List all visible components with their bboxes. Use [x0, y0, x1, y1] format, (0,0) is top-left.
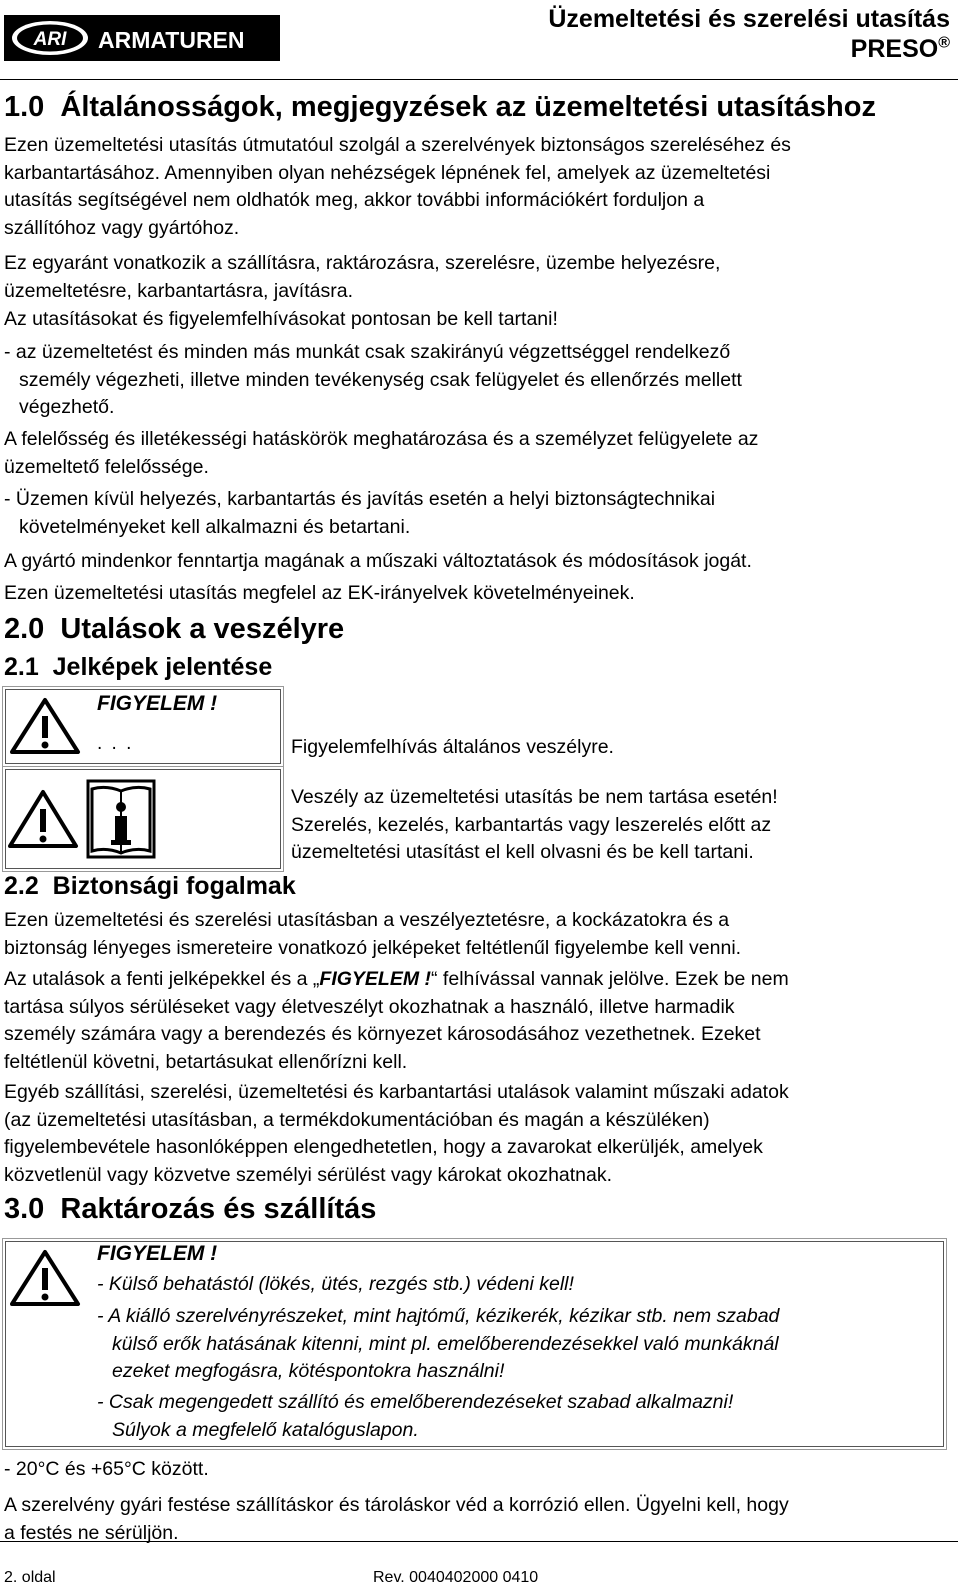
- ari-armaturen-logo: [4, 15, 280, 61]
- section-1-paragraph-4: A felelősség és illetékességi hatáskörök meghatározása és a személyzet felügyelete az üzemeltető felelőssége.: [4, 428, 759, 478]
- symbol-2-description: Veszély az üzemeltetési utasítás be nem tartása esetén! Szerelés, kezelés, karbantartás vagy leszerelés előtt az üzemeltetési utasítást el kell olvasni és be kell tartani.: [291, 786, 778, 863]
- section-2-2-paragraph-1: Ezen üzemeltetési és szerelési utasításban a veszélyeztetésre, a kockázatokra és a biztonság lényeges ismereteire vonatkozó jelképeket feltétlenűl figyelembe kell venni.: [4, 909, 742, 959]
- section-2-2-heading: 2.2 Biztonsági fogalmak: [4, 872, 296, 900]
- warning-triangle-icon: [9, 1249, 81, 1307]
- symbol-1-description: Figyelemfelhívás általános veszélyre.: [291, 736, 614, 758]
- warning-triangle-icon: [7, 789, 79, 849]
- figyelem-inline: FIGYELEM !: [319, 968, 432, 990]
- section-1-paragraph-1: Ezen üzemeltetési utasítás útmutatóul szolgál a szerelvények biztonságos szereléséhez és karbantartásához. Amennyiben olyan nehézségek lépnének fel, amelyek az üzemeltetési utasítás segítségével nem oldhatók meg, akkor további információkért forduljon a szállítóhoz vagy gyártóhoz.: [4, 134, 791, 239]
- product-name: PRESO: [850, 35, 939, 63]
- footer-divider: [0, 1541, 958, 1542]
- section-1-heading: 1.0 Általánosságok, megjegyzések az üzemeltetési utasításhoz: [4, 91, 876, 123]
- section-1-paragraph-2: Ez egyaránt vonatkozik a szállításra, raktározásra, szerelésre, üzembe helyezésre, üzemeltetésre, karbantartásra, javításra.: [4, 252, 721, 302]
- section-1-list-item-1: - az üzemeltetést és minden más munkát csak szakirányú végzettséggel rendelkező személy végezheti, illetve minden tevékenység csak felügyelet és ellenőrzés mellett végezhető.: [4, 341, 742, 418]
- p2-rest: “ felhívással vannak jelölve. Ezek be nem tartása súlyos sérüléseket vagy életveszélyt okozhatnak a használó, illetve harmadik személy számára vagy a berendezés és környezet károsodásához vezethetnek. Ezeket feltétlenül követni, betartásukat ellenőrízni kell.: [4, 968, 789, 1073]
- section-3-heading: 3.0 Raktározás és szállítás: [4, 1193, 377, 1225]
- section-1-paragraph-6: Ezen üzemeltetési utasítás megfelel az EK-irányelvek követelményeinek.: [4, 582, 635, 604]
- symbol-1-dots: . . .: [97, 733, 134, 754]
- warning-triangle-icon: [9, 697, 81, 755]
- p2-start: Az utalások a fenti jelképekkel és a „: [4, 968, 320, 990]
- storage-warning-item-3: - Csak megengedett szállító és emelőberendezéseket szabad alkalmazni! Súlyok a megfelelő katalóguslapon.: [97, 1391, 734, 1441]
- storage-warning-item-1: - Külső behatástól (lökés, ütés, rezgés stb.) védeni kell!: [97, 1273, 574, 1295]
- document-title: [548, 4, 950, 64]
- symbol-1-label: FIGYELEM !: [97, 692, 218, 715]
- section-2-2-paragraph-2: [4, 966, 954, 1076]
- section-1-paragraph-3: Az utasításokat és figyelemfelhívásokat pontosan be kell tartani!: [4, 308, 558, 330]
- svg-text:ARI: ARI: [33, 29, 67, 50]
- title-line-1: Üzemeltetési és szerelési utasítás: [548, 5, 950, 33]
- section-2-1-heading: 2.1 Jelképek jelentése: [4, 653, 273, 681]
- registered-mark: ®: [938, 34, 950, 52]
- section-2-2-paragraph-3: Egyéb szállítási, szerelési, üzemeltetési és karbantartási utalások valamint műszaki adatok (az üzemeltetési utasításban, a termékdokumentációban és magán a készüléken) figyelembevétele hasonlóképpen elengedhetetlen, hogy a zavarokat elkerüljék, amelyek közvetlenül vagy közvetve személyi sérülést vagy károkat okozhatnak.: [4, 1081, 789, 1186]
- section-1-list-item-2: - Üzemen kívül helyezés, karbantartás és javítás esetén a helyi biztonságtechnikai követelményeket kell alkalmazni és betartani.: [4, 488, 716, 538]
- page-number: 2. oldal: [4, 1569, 56, 1586]
- read-manual-icon: [86, 779, 156, 859]
- temperature-range: - 20°C és +65°C között.: [4, 1458, 209, 1480]
- section-2-heading: 2.0 Utalások a veszélyre: [4, 613, 345, 645]
- revision-number: Rev. 0040402000 0410: [373, 1569, 539, 1586]
- storage-warning-label: FIGYELEM !: [97, 1242, 218, 1265]
- header-divider: [0, 79, 958, 80]
- section-1-paragraph-5: A gyártó mindenkor fenntartja magának a műszaki változtatások és módosítások jogát.: [4, 550, 752, 572]
- section-3-paragraph: A szerelvény gyári festése szállításkor és tároláskor véd a korrózió ellen. Ügyelni kell, hogy a festés ne sérüljön.: [4, 1494, 789, 1544]
- svg-text:ARMATUREN: ARMATUREN: [98, 27, 245, 53]
- storage-warning-item-2: - A kiálló szerelvényrészeket, mint hajtómű, kézikerék, kézikar stb. nem szabad külső erők hatásának kitenni, mint pl. emelőberendezésekkel való munkáknál ezeket megfogásra, kötéspontokra használni!: [97, 1305, 780, 1382]
- title-line-2: [548, 34, 950, 64]
